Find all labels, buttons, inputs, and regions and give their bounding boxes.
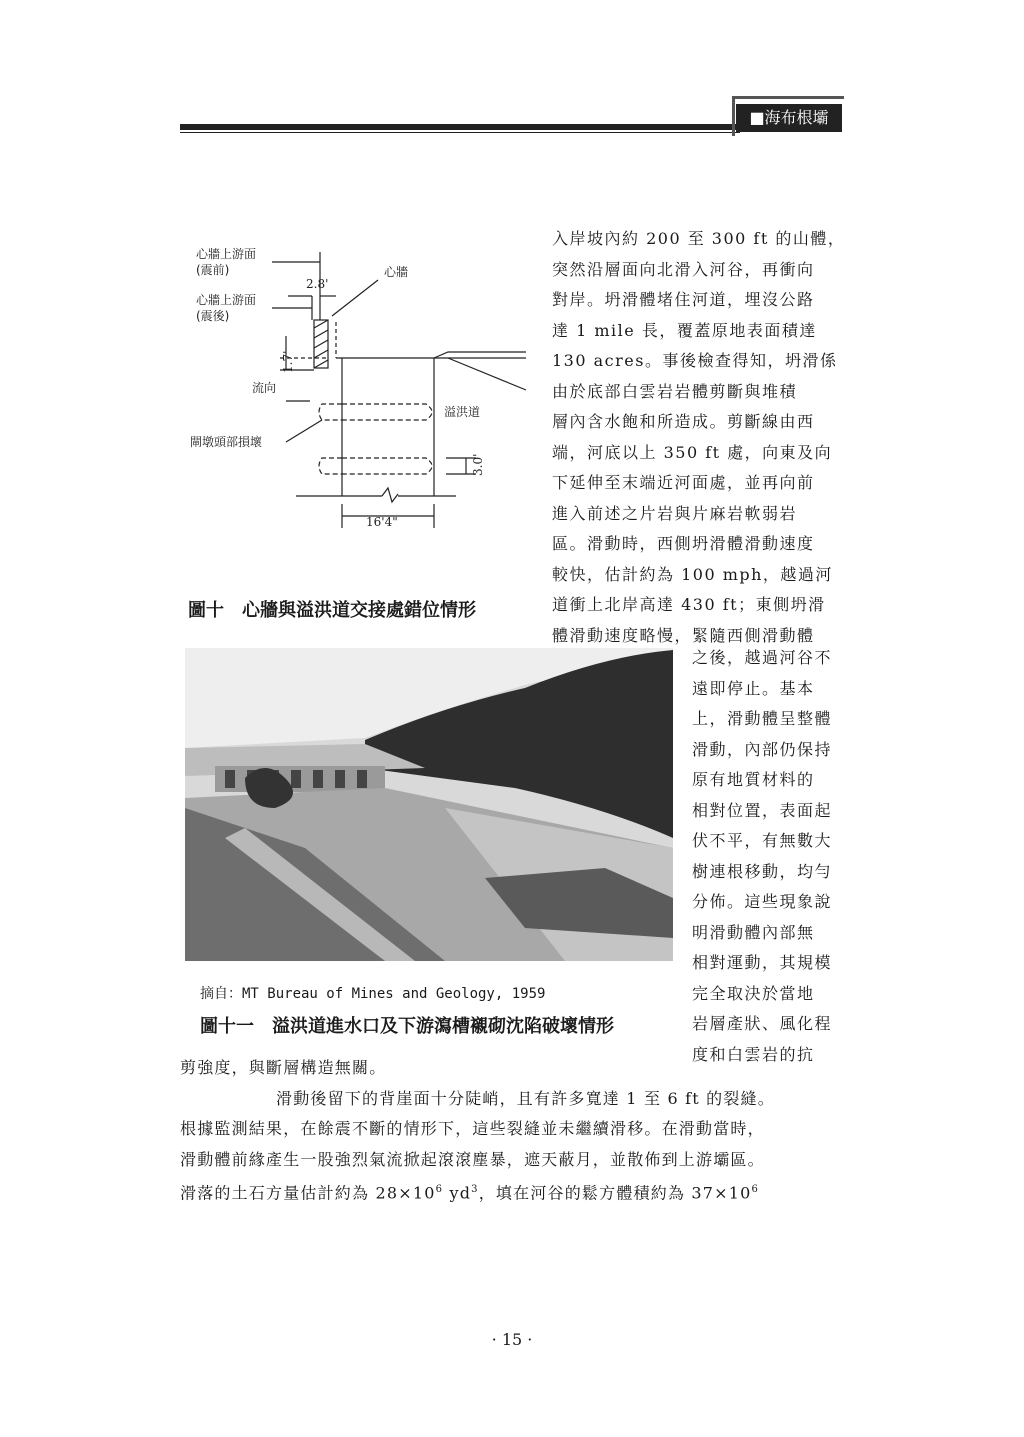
text-line: 突然沿層面向北滑入河谷，再衝向 — [552, 259, 815, 279]
text-line: 完全取決於當地 — [692, 983, 815, 1003]
label-upstream-before-sub: (震前) — [196, 263, 230, 277]
text-line: 較快，估計約為 100 mph，越過河 — [552, 564, 833, 584]
right-column-narrow-text — [692, 643, 844, 1070]
text-line: 達 1 mile 長，覆蓋原地表面積達 — [552, 320, 817, 340]
label-flow: 流向 — [252, 381, 277, 395]
text-line: 度和白雲岩的抗 — [692, 1044, 815, 1064]
text-line: 滑動後留下的背崖面十分陡峭，且有許多寬達 1 至 6 ft 的裂縫。 — [276, 1088, 775, 1108]
figure-10-diagram — [186, 236, 536, 546]
label-spillway: 溢洪道 — [444, 405, 481, 419]
text-line: 區。滑動時，西側坍滑體滑動速度 — [552, 534, 815, 553]
right-column-text — [552, 224, 844, 651]
text-line: 130 acres。事後檢查得知，坍滑係 — [552, 351, 838, 370]
text-line: 明滑動體內部無 — [692, 922, 815, 942]
body-text — [180, 1053, 844, 1209]
page-number: · 15 · — [491, 1330, 533, 1349]
header-rule — [180, 124, 740, 130]
text-line: 入岸坡內約 200 至 300 ft 的山體， — [552, 229, 846, 248]
header-rule-thin — [180, 132, 740, 133]
label-gate-height: 3.0' — [471, 453, 485, 476]
figure-10-caption: 圖十 心牆與溢洪道交接處錯位情形 — [188, 600, 476, 621]
text-line: 遠即停止。基本 — [692, 678, 815, 698]
label-drop: 1.7' — [281, 350, 295, 373]
label-upstream-after: 心牆上游面 — [196, 293, 257, 307]
label-core-wall: 心牆 — [384, 265, 409, 279]
text-line: 道衝上北岸高達 430 ft；東側坍滑 — [552, 595, 826, 614]
figure-11-caption: 圖十一 溢洪道進水口及下游瀉槽襯砌沈陷破壞情形 — [200, 1016, 614, 1037]
text-line: 滑動體前緣產生一股強烈氣流掀起滾滾塵暴，遮天蔽月，並散佈到上游壩區。 — [180, 1149, 765, 1169]
text-line: 對岸。坍滑體堵住河道，埋沒公路 — [552, 290, 815, 309]
text-line: 相對位置，表面起 — [692, 800, 833, 820]
label-upstream-before: 心牆上游面 — [196, 247, 257, 261]
text-line: 進入前述之片岩與片麻岩軟弱岩 — [552, 503, 798, 523]
text-line: 體滑動速度略慢，緊隨西側滑動體 — [552, 625, 815, 645]
section-tab — [732, 96, 844, 136]
text-line: 相對運動，其規模 — [692, 953, 833, 972]
text-line: 伏不平，有無數大 — [692, 831, 833, 850]
text-line: 上，滑動體呈整體 — [692, 709, 833, 728]
text-line: 岩層產狀、風化程 — [692, 1014, 833, 1033]
label-width: 16'4" — [366, 515, 398, 529]
text-line: 樹連根移動，均勻 — [692, 861, 833, 881]
text-line: 滑動，內部仍保持 — [692, 739, 833, 759]
text-line: 剪強度，與斷層構造無關。 — [180, 1058, 387, 1077]
text-line: 滑落的土石方量估計約為 $28\times 10^6$ $yd^3$，填在河谷的鬆方體積約為 $37\times 10^6$ — [180, 1183, 760, 1203]
section-tab-label: ■海布根壩 — [736, 104, 842, 132]
text-line: 之後，越過河谷不 — [692, 648, 833, 667]
text-line: 端，河底以上 350 ft 處，向東及向 — [552, 442, 833, 462]
text-line: 原有地質材料的 — [692, 770, 815, 789]
label-offset: 2.8' — [306, 277, 329, 291]
figure-11-source: 摘自：MT Bureau of Mines and Geology, 1959 — [200, 986, 546, 1002]
text-line: 分佈。這些現象說 — [692, 892, 833, 911]
figure-11-photo — [185, 648, 673, 961]
text-line: 下延伸至末端近河面處，並再向前 — [552, 473, 815, 492]
label-gate-damage: 閘墩頭部損壞 — [190, 435, 263, 449]
text-line: 層內含水飽和所造成。剪斷線由西 — [552, 412, 815, 431]
text-line: 根據監測結果，在餘震不斷的情形下，這些裂縫並未繼續滑移。在滑動當時， — [180, 1119, 765, 1138]
text-line: 由於底部白雲岩岩體剪斷與堆積 — [552, 381, 798, 401]
label-upstream-after-sub: (震後) — [196, 309, 230, 323]
